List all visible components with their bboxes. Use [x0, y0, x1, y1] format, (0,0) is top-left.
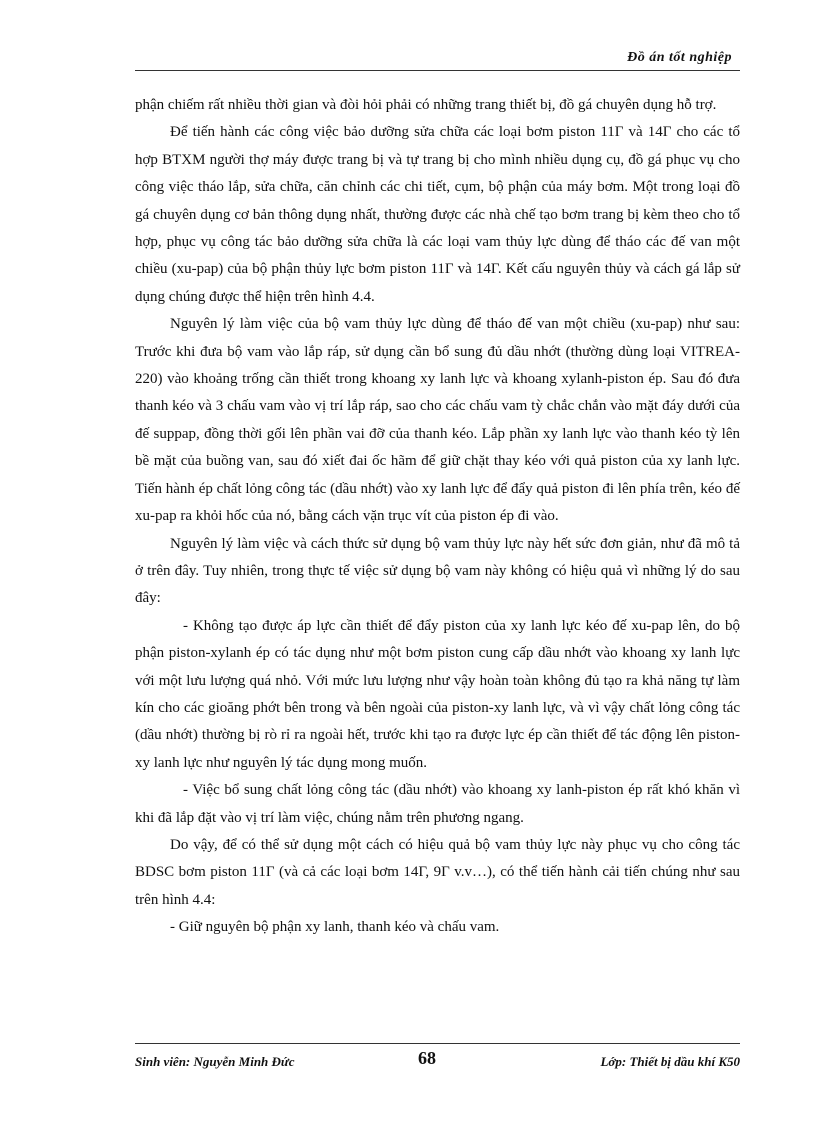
- paragraph-3: Nguyên lý làm việc của bộ vam thủy lực dùng để tháo đế van một chiều (xu-pap) như sau: Trước khi đưa bộ vam vào lắp ráp, sử dụng cần bổ sung đủ dầu nhớt (thường dùng loại VITREA-220) vào khoảng trống cần thiết trong khoang xy lanh lực và khoang xylanh-piston ép. Sau đó đưa thanh kéo và 3 chấu vam vào vị trí lắp ráp, sao cho các chấu vam tỳ chắc chắn vào mặt đáy dưới của đế suppap, đồng thời gối lên phần vai đỡ của thanh kéo. Lắp phần xy lanh lực vào thanh kéo tỳ lên bề mặt của buồng van, sau đó xiết đai ốc hãm để giữ chặt thay kéo với quả piston của xy lanh lực. Tiến hành ép chất lỏng công tác (dầu nhớt) vào xy lanh lực để đẩy quả piston đi lên phía trên, kéo đế xu-pap ra khỏi hốc của nó, bằng cách vặn trục vít của piston ép đi vào.: [135, 316, 740, 525]
- body-text: [135, 92, 740, 942]
- paragraph-1: phận chiếm rất nhiều thời gian và đòi hỏi phải có những trang thiết bị, đồ gá chuyên dụng hỗ trợ.: [135, 97, 717, 113]
- paragraph-7: Do vậy, để có thể sử dụng một cách có hiệu quả bộ vam thủy lực này phục vụ cho công tác BDSC bơm piston 11Г (và cả các loại bơm 14Г, 9Г v.v…), có thể tiến hành cải tiến chúng như sau trên hình 4.4:: [135, 836, 740, 908]
- paragraph-2: Để tiến hành các công việc bảo dưỡng sửa chữa các loại bơm piston 11Г và 14Г cho các tổ hợp BTXM người thợ máy được trang bị và tự trang bị cho mình nhiều dụng cụ, đồ gá phục vụ cho công việc tháo lắp, sửa chữa, căn chỉnh các chi tiết, cụm, bộ phận của máy bơm. Một trong loại đồ gá chuyên dụng cơ bản thông dụng nhất, thường được các nhà chế tạo bơm trang bị kèm theo cho tổ hợp, phục vụ công tác bảo dưỡng sửa chữa là các loại vam thủy lực dùng để tháo các đế van một chiều (xu-pap) của bộ phận thủy lực bơm piston 11Г và 14Г. Kết cấu nguyên thủy và cách gá lắp sử dụng chúng được thể hiện trên hình 4.4.: [135, 124, 740, 305]
- footer-class: Lớp: Thiết bị dầu khí K50: [600, 1054, 740, 1069]
- footer-student: Sinh viên: Nguyễn Minh Đức: [135, 1054, 295, 1069]
- page-footer: [135, 1043, 740, 1084]
- page-header: [135, 48, 740, 71]
- paragraph-8: - Giữ nguyên bộ phận xy lanh, thanh kéo và chấu vam.: [170, 919, 500, 936]
- header-title: Đồ án tốt nghiệp: [627, 50, 732, 65]
- paragraph-4: Nguyên lý làm việc và cách thức sử dụng bộ vam thủy lực này hết sức đơn giản, như đã mô tả ở trên đây. Tuy nhiên, trong thực tế việc sử dụng bộ vam này không có hiệu quả vì những lý do sau đây:: [135, 535, 740, 607]
- paragraph-5: - Không tạo được áp lực cần thiết để đẩy piston của xy lanh lực kéo đế xu-pap lên, do bộ phận piston-xylanh ép có tác dụng như một bơm piston cung cấp dầu nhớt vào khoang xy lanh lực với một lưu lượng quá nhỏ. Với mức lưu lượng như vậy hoàn toàn không đủ tạo ra khả năng tự làm kín cho các gioăng phớt bên trong và bên ngoài của piston-xy lanh lực, và vì vậy chất lỏng công tác (dầu nhớt) thường bị rò rỉ ra ngoài hết, trước khi tạo ra được lực ép cần thiết để tác động lên piston-xy lanh lực như nguyên lý tác dụng mong muốn.: [135, 617, 740, 771]
- page-number: 68: [418, 1048, 436, 1068]
- paragraph-6: - Việc bổ sung chất lỏng công tác (dầu nhớt) vào khoang xy lanh-piston ép rất khó khăn vì khi đã lắp đặt vào vị trí làm việc, chúng nằm trên phương ngang.: [135, 782, 740, 826]
